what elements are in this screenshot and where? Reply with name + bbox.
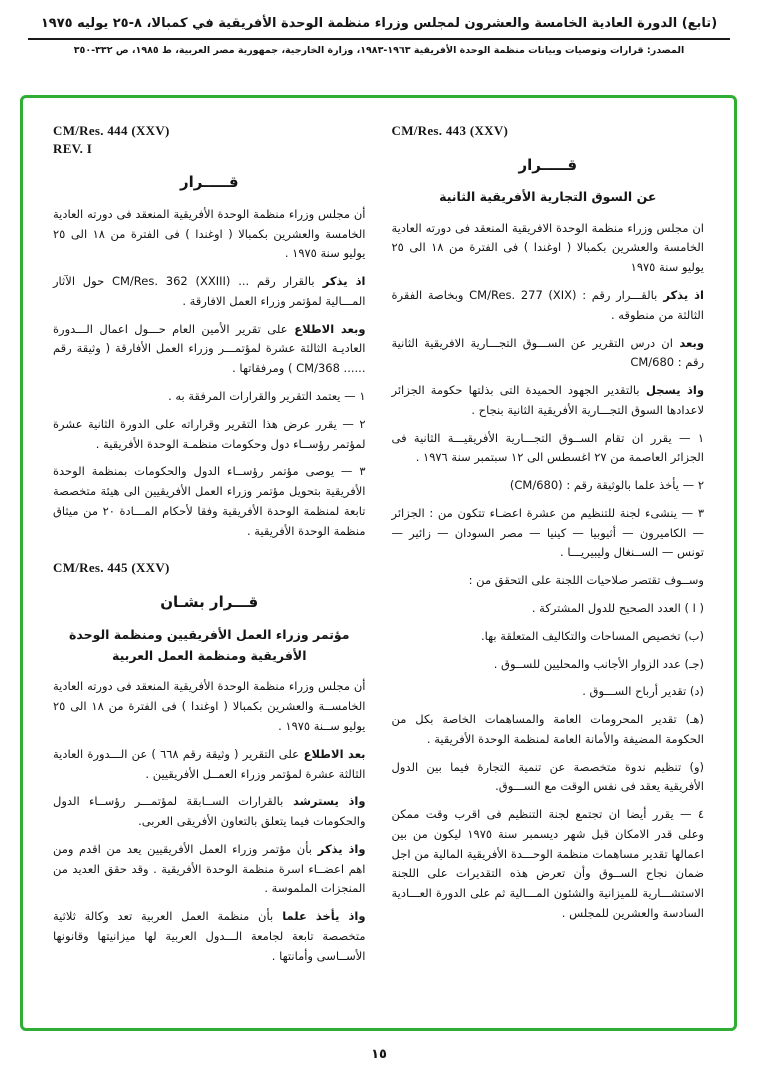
paragraph (53, 792, 366, 832)
paragraph-text: ٢ — يقرر عرض هذا التقرير وقراراته على الدورة الثانية عشرة لمؤتمر رؤســاء دول وحكومات منظمـة الوحدة الأفريقية . (53, 416, 366, 451)
paragraph (392, 805, 705, 924)
paragraph-lead: اذ يذكر (663, 288, 704, 303)
paragraph (53, 272, 366, 312)
paragraph (392, 504, 705, 563)
paragraph-text: بالقرار رقم ... CM/Res. 362 (XXIII) حول الآثار المـــالية لمؤتمر وزراء العمل الافارقة . (53, 274, 366, 308)
paragraph-text: ٢ — يأخذ علما بالوثيقة رقم : (CM/680) (509, 478, 704, 493)
paragraph-lead: واذ يأخذ علما (282, 909, 366, 924)
column-resolutions-444-445 (53, 122, 366, 1004)
resolution-445-title: قـــرار بشـان (160, 592, 259, 611)
paragraph-text: ٣ — يوصى مؤتمر رؤســاء الدول والحكومات بمنظمة الوحدة الأفريقية بتحويل مؤتمر وزراء العمل الأفريقيين الى هيئة متخصصة تابعة لمنظمة الوحدة الأفريقية وفقا لأحكام المـــادة ٢٠ من ميثاق منظمة الوحدة الأفريقية . (53, 464, 366, 538)
paragraph-text: بأن منظمة العمل العربية تعد وكالة ثلاثية متخصصة تابعة لجامعة الـــدول العربية لها ميزانيتها وقانونها الأســاسى وأمانتها . (53, 909, 366, 963)
paragraph (53, 745, 366, 785)
resolution-445-subtitle-line2: الأفريقية ومنظمة العمل العربية (112, 648, 307, 664)
paragraph (392, 286, 705, 326)
page-number: ١٥ (371, 1047, 387, 1062)
paragraph (392, 219, 705, 278)
paragraph (392, 476, 705, 496)
paragraph-text: (هـ) تقدير المحرومات العامة والمساهمات الخاصة بكل من الحكومة المضيفة والأمانة العامة لمنظمة الوحدة الأفريقية . (391, 712, 704, 746)
paragraph (392, 571, 705, 591)
paragraph-text: (جـ) عدد الزوار الأجانب والمحليين للســوق . (493, 656, 704, 671)
paragraph-lead: وبعد (679, 335, 704, 350)
doc-ref-444: CM/Res. 444 (XXV) (53, 123, 170, 138)
two-column-layout (53, 122, 704, 1004)
resolution-445-subtitle-line1: مؤتمر وزراء العمل الأفريقيين ومنظمة الوحدة (69, 626, 350, 642)
paragraph-lead: واذ يسترشد (292, 794, 366, 809)
column-resolution-443 (392, 122, 705, 1004)
paragraph-text: أن مجلس وزراء منظمة الوحدة الأفريقية المنعقد فى دورته العادية الخامســة والعشرين بكمبالا ( اوغندا ) فى الفترة من ١٨ الى ٢٥ يوليو ســنة ١٩٧٥ . (53, 679, 366, 733)
paragraph-text: على التقرير ( وثيقة رقم ٦٦٨ ) عن الـــدورة العادية الثالثة عشرة لمؤتمر وزراء العمــل الأفريقيين . (53, 746, 366, 781)
list-item-d (392, 682, 705, 702)
doc-ref-445: CM/Res. 445 (XXV) (53, 560, 170, 576)
paragraph (53, 907, 366, 966)
list-item-b (392, 627, 705, 647)
paragraph-lead: بعد الاطلاع (303, 746, 366, 761)
paragraph (392, 381, 705, 421)
paragraph (53, 677, 366, 736)
paragraph-text: ان درس التقرير عن الســـوق التجـــارية الافريقية الثانية رقم : CM/680 (391, 335, 704, 370)
resolution-443-title: قـــــرار (518, 155, 578, 174)
paragraph-text: (ب) تخصيص المساحات والتكاليف المتعلقة بها. (480, 628, 704, 643)
list-item-f (392, 758, 705, 798)
paragraph-text: ٣ — ينشىء لجنة للتنظيم من عشرة اعضـاء تتكون من : الجزائر — الكاميرون — أثيوبيا — كينيا — مصر السودان — زائير — تونس — الســنغال وليبيريـــا . (391, 505, 704, 560)
paragraph-text: ١ — يعتمد التقرير والقرارات المرفقة به . (168, 389, 366, 404)
resolution-444-title: قـــــرار (179, 173, 239, 192)
doc-ref-443: CM/Res. 443 (XXV) (391, 123, 509, 138)
paragraph-text: بأن مؤتمر وزراء العمل الأفريقيين يعد من اقدم ومن اهم اعضــاء اسرة منظمة الوحدة الأفريقية . وقد حقق العديد من المنجزات الملموسة . (53, 841, 366, 896)
header-title: (تابع) الدورة العادية الخامسة والعشرون لمجلس وزراء منظمة الوحدة الأفريقية في كمبالا، ٨-٢٥ يوليه ١٩٧٥ (40, 16, 718, 31)
paragraph-text: ان مجلس وزراء منظمة الوحدة الافريقية المنعقد فى دورته العادية الخامسة والعشرين بكمبالا ( اوغندا ) فى الفترة من ١٨ الى ٢٥ يوليو سنة ١٩٧٥ (391, 220, 704, 275)
paragraph (53, 840, 366, 899)
list-item-c (392, 655, 705, 675)
paragraph-text: على تقرير الأمين العام حـــول اعمال الـــدورة العاديـة الثالثة عشرة لمؤتمـــر وزراء العمل الأفارقة ( وثيقة رقم ...... CM/368 ) ومرفقاتها . (53, 321, 366, 376)
header-divider (28, 38, 730, 40)
paragraph-lead: اذ يذكر (322, 274, 366, 289)
paragraph-text: ٤ — يقرر أيضا ان تجتمع لجنة التنظيم فى اقرب وقت ممكن وعلى قدر الامكان قبل شهر ديسمبر سنة ١٩٧٥ ليكون من بين اعمالها تقدير مساهمات منظمة الوحـــدة الأفريقية المالية من اجل ضمان نجاح الســوق وأن تعرض هذه التقديرات على اللجنة الاستشـــارية للميزانية والشئون المـــالية ثم على الدورة العـــادية السادسة والعشرين للمجلس . (391, 807, 704, 920)
green-border-frame (20, 95, 737, 1031)
paragraph-text: بالقرارات الســابقة لمؤتمـــر رؤســاء الدول والحكومات فيما يتعلق بالتعاون الأفريقى العربى. (53, 794, 366, 829)
paragraph-text: (و) تنظيم ندوة متخصصة عن تنمية التجارة فيما بين الدول الأفريقية يعقد فى نفس الوقت مع الســـوق. (391, 759, 704, 794)
paragraph-lead: واذ يذكر (317, 841, 366, 856)
paragraph (53, 462, 366, 541)
paragraph (53, 205, 366, 264)
page-header (0, 16, 758, 56)
list-item-e (392, 710, 705, 750)
doc-ref-444-rev: REV. I (53, 140, 93, 156)
paragraph (53, 415, 366, 455)
paragraph (53, 320, 366, 379)
paragraph-lead: واذ يسجل (645, 383, 704, 398)
resolution-443-subtitle: عن السوق التجارية الأفريقية الثانية (439, 189, 657, 205)
paragraph-lead: وبعد الاطلاع (294, 321, 366, 336)
paragraph-text: ( ا ) العدد الصحيح للدول المشتركة . (531, 600, 704, 615)
paragraph (392, 429, 705, 469)
paragraph-text: بالتقدير الجهود الحميدة التى بذلتها حكومة الجزائر لاعدادها السوق التجـــارية الأفريقية الثانية بنجاح . (391, 383, 704, 417)
paragraph-text: أن مجلس وزراء منظمة الوحدة الأفريقية المنعقد فى دورته العادية الخامسة والعشرين بكمبالا ( اوغندا ) فى الفترة من ١٨ الى ٢٥ يوليو سنة ١٩٧٥ . (53, 206, 366, 261)
paragraph-text: وســوف تقتصر صلاحيات اللجنة على التحقق من : (468, 573, 704, 588)
list-item-a (392, 599, 705, 619)
paragraph (53, 387, 366, 407)
paragraph (392, 334, 705, 374)
header-source-line: المصدر: قرارات وتوصيات وبيانات منظمة الوحدة الأفريقية ١٩٦٣-١٩٨٣، وزارة الخارجية، جمهورية مصر العربية، ط ١٩٨٥، ص ٣٣٢-٣٥٠ (73, 45, 685, 56)
paragraph-text: بالقـــرار رقم : CM/Res. 277 (XIX) وبخاصة الفقرة الثالثة من منطوقه . (391, 288, 704, 322)
paragraph-text: ١ — يقرر ان تقام الســوق التجـــارية الأفريقيـــة الثانية فى الجزائر العاصمة من ٢٧ اغسطس الى ١٢ سبتمبر سنة ١٩٧٦ . (391, 430, 704, 465)
paragraph-text: (د) تقدير أرباح الســـوق . (582, 684, 704, 699)
